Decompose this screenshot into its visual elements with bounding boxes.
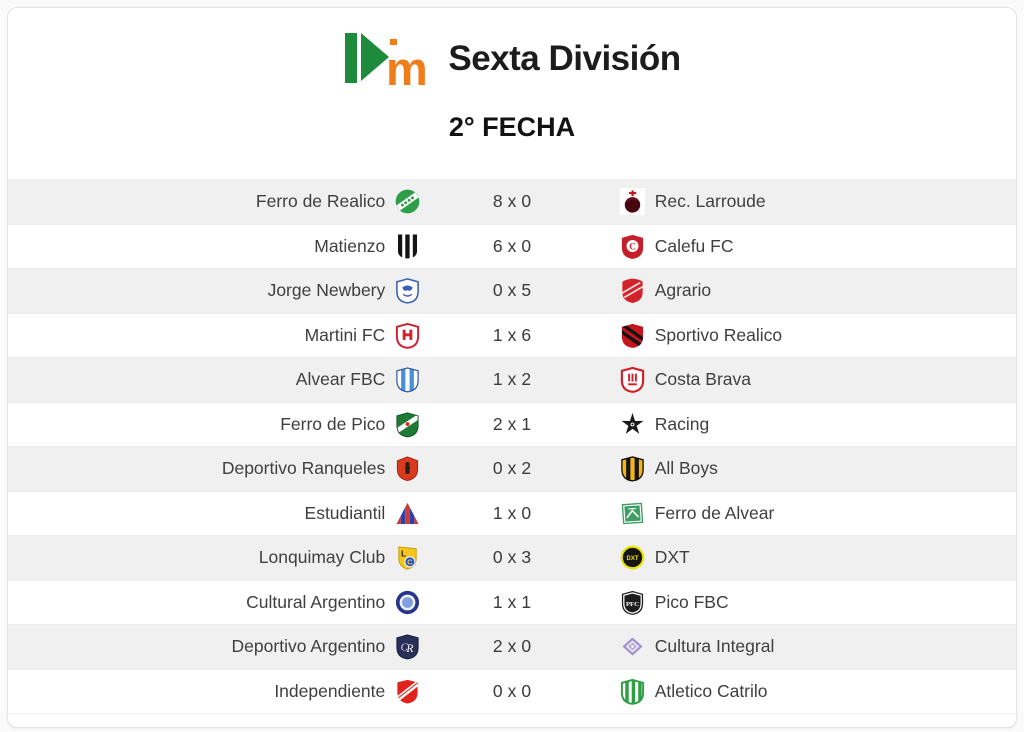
- away-score: 2: [521, 458, 532, 479]
- score-separator: x: [507, 547, 517, 568]
- ferro-de-alvear-crest-icon: [619, 500, 646, 527]
- home-cell: [8, 233, 421, 260]
- home-team-name: Deportivo Ranqueles: [221, 458, 386, 479]
- match-score: [421, 236, 602, 257]
- score-separator: x: [507, 235, 517, 256]
- match-score: [421, 191, 602, 212]
- match-row: [8, 269, 1016, 314]
- away-score: 0: [521, 502, 532, 523]
- match-score: [421, 414, 602, 435]
- match-score: [421, 636, 602, 657]
- cultura-integral-crest-icon: [619, 633, 646, 660]
- match-row: [8, 358, 1016, 403]
- home-team-name: Alvear FBC: [295, 369, 386, 390]
- svg-text:PFC: PFC: [625, 600, 639, 608]
- away-team-name: Racing: [654, 413, 710, 434]
- match-row: [8, 536, 1016, 581]
- racing-star-crest-icon: [619, 411, 646, 438]
- round-label: 2° FECHA: [448, 112, 576, 142]
- deportivo-ranqueles-crest-icon: [394, 455, 421, 482]
- away-team-name: Calefu FC: [654, 235, 734, 256]
- away-score: 0: [521, 235, 532, 256]
- match-score: [421, 503, 602, 524]
- home-score: 1: [492, 324, 503, 345]
- independiente-crest-icon: [394, 678, 421, 705]
- home-score: 0: [492, 458, 503, 479]
- away-team-name: Rec. Larroude: [654, 191, 766, 212]
- cultural-argentino-crest-icon: [394, 589, 421, 616]
- away-cell: [603, 322, 1016, 349]
- away-score: 2: [521, 369, 532, 390]
- home-cell: [8, 500, 421, 527]
- away-cell: [603, 500, 1016, 527]
- away-team-name: Agrario: [654, 280, 712, 301]
- home-cell: [8, 322, 421, 349]
- away-score: 0: [521, 680, 532, 701]
- page-title: Sexta División: [448, 39, 681, 78]
- home-team-name: Lonquimay Club: [258, 547, 386, 568]
- lonquimay-club-crest-icon: [394, 544, 421, 571]
- svg-text:C: C: [628, 241, 636, 252]
- score-separator: x: [507, 502, 517, 523]
- agrario-crest-icon: [619, 277, 646, 304]
- svg-text:C: C: [407, 557, 413, 567]
- match-row: [8, 625, 1016, 670]
- score-separator: x: [507, 413, 517, 434]
- atletico-catrilo-crest-icon: [619, 678, 646, 705]
- home-score: 1: [492, 369, 503, 390]
- home-team-name: Cultural Argentino: [246, 591, 386, 612]
- home-score: 8: [492, 191, 503, 212]
- ferro-de-pico-crest-icon: [394, 411, 421, 438]
- away-team-name: Ferro de Alvear: [654, 502, 775, 523]
- home-cell: [8, 411, 421, 438]
- home-cell: [8, 678, 421, 705]
- match-row: [8, 447, 1016, 492]
- match-score: [421, 369, 602, 390]
- score-separator: x: [507, 591, 517, 612]
- match-row: [8, 314, 1016, 359]
- away-score: 1: [521, 591, 532, 612]
- home-team-name: Matienzo: [314, 235, 386, 256]
- ferro-de-realico-crest-icon: [394, 188, 421, 215]
- away-score: 1: [521, 413, 532, 434]
- home-cell: [8, 633, 421, 660]
- home-cell: [8, 277, 421, 304]
- score-separator: x: [507, 191, 517, 212]
- away-cell: [603, 188, 1016, 215]
- home-score: 1: [492, 502, 503, 523]
- score-separator: x: [507, 680, 517, 701]
- dm-logo-icon: [343, 31, 439, 87]
- svg-text:m: m: [386, 42, 429, 87]
- alvear-fbc-crest-icon: [394, 366, 421, 393]
- match-score: [421, 681, 602, 702]
- results-card: [7, 7, 1017, 728]
- match-score: [421, 280, 602, 301]
- pico-fbc-crest-icon: [619, 589, 646, 616]
- away-team-name: Sportivo Realico: [654, 324, 783, 345]
- home-cell: [8, 188, 421, 215]
- away-cell: [603, 366, 1016, 393]
- page-header: [8, 30, 1016, 88]
- home-score: 2: [492, 413, 503, 434]
- away-cell: [603, 233, 1016, 260]
- away-cell: [603, 277, 1016, 304]
- home-score: 6: [492, 235, 503, 256]
- deportivo-argentino-crest-icon: [394, 633, 421, 660]
- home-team-name: Estudiantil: [304, 502, 386, 523]
- away-cell: [603, 455, 1016, 482]
- away-team-name: Costa Brava: [654, 369, 751, 390]
- away-score: 0: [521, 191, 532, 212]
- score-separator: x: [507, 458, 517, 479]
- away-cell: [603, 544, 1016, 571]
- away-cell: [603, 633, 1016, 660]
- away-team-name: Cultura Integral: [654, 636, 775, 657]
- match-score: [421, 547, 602, 568]
- away-team-name: Atletico Catrilo: [654, 680, 768, 701]
- home-cell: [8, 589, 421, 616]
- match-score: [421, 458, 602, 479]
- match-row: [8, 180, 1016, 225]
- score-separator: x: [507, 636, 517, 657]
- costa-brava-crest-icon: [619, 366, 646, 393]
- home-cell: [8, 366, 421, 393]
- svg-text:C: C: [400, 642, 408, 654]
- away-team-name: All Boys: [654, 458, 718, 479]
- home-cell: [8, 544, 421, 571]
- home-score: 0: [492, 680, 503, 701]
- away-score: 6: [521, 324, 532, 345]
- away-score: 5: [521, 280, 532, 301]
- results-table: [8, 179, 1016, 714]
- calefu-fc-crest-icon: [619, 233, 646, 260]
- home-team-name: Martini FC: [304, 324, 386, 345]
- match-row: [8, 225, 1016, 270]
- match-row: [8, 581, 1016, 626]
- match-row: [8, 492, 1016, 537]
- match-score: [421, 592, 602, 613]
- estudiantil-crest-icon: [394, 500, 421, 527]
- svg-text:L: L: [401, 548, 407, 559]
- away-score: 0: [521, 636, 532, 657]
- away-cell: [603, 589, 1016, 616]
- match-score: [421, 325, 602, 346]
- sportivo-realico-crest-icon: [619, 322, 646, 349]
- svg-text:DXT: DXT: [626, 556, 639, 563]
- jorge-newbery-crest-icon: [394, 277, 421, 304]
- away-score: 3: [521, 547, 532, 568]
- rec-larroude-crest-icon: [619, 188, 646, 215]
- home-team-name: Ferro de Realico: [255, 191, 386, 212]
- dxt-crest-icon: [619, 544, 646, 571]
- svg-text:R: R: [406, 642, 414, 656]
- home-team-name: Deportivo Argentino: [231, 636, 386, 657]
- away-cell: [603, 678, 1016, 705]
- match-row: [8, 670, 1016, 715]
- home-team-name: Ferro de Pico: [280, 413, 386, 434]
- match-row: [8, 403, 1016, 448]
- home-score: 2: [492, 636, 503, 657]
- score-separator: x: [507, 324, 517, 345]
- matienzo-crest-icon: [394, 233, 421, 260]
- home-team-name: Jorge Newbery: [267, 280, 386, 301]
- martini-fc-crest-icon: [394, 322, 421, 349]
- all-boys-crest-icon: [619, 455, 646, 482]
- home-score: 0: [492, 280, 503, 301]
- home-cell: [8, 455, 421, 482]
- away-cell: [603, 411, 1016, 438]
- home-score: 1: [492, 591, 503, 612]
- home-score: 0: [492, 547, 503, 568]
- score-separator: x: [507, 280, 517, 301]
- away-team-name: Pico FBC: [654, 591, 729, 612]
- score-separator: x: [507, 369, 517, 390]
- away-team-name: DXT: [654, 547, 690, 568]
- home-team-name: Independiente: [274, 680, 386, 701]
